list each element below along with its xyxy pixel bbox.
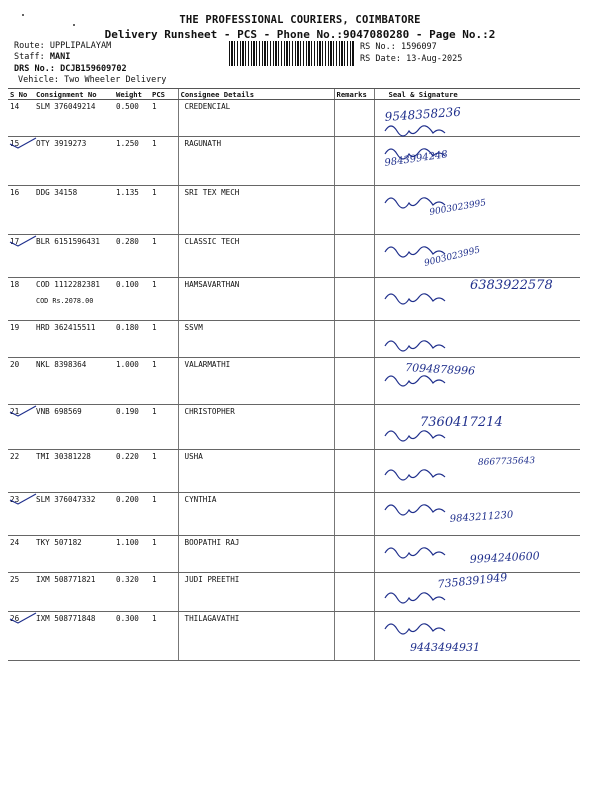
table-row (8, 493, 580, 536)
handwritten-phone: 7358391949 (436, 570, 508, 591)
table-row (8, 186, 580, 235)
sno-cell: 26 (8, 612, 34, 661)
signature-cell (374, 536, 580, 573)
vehicle-value: Two Wheeler Delivery (64, 75, 167, 85)
consignment-number: BLR 6151596431 (36, 237, 101, 246)
consignment-number: VNB 698569 (36, 407, 82, 416)
signature-cell (374, 405, 580, 450)
consignment-cell (34, 278, 114, 321)
pcs-cell: 1 (150, 493, 178, 536)
consignee-cell: CHRISTOPHER (178, 405, 334, 450)
remarks-cell (334, 405, 374, 450)
table-row (8, 278, 580, 321)
consignment-cell (34, 235, 114, 278)
company-title: THE PROFESSIONAL COURIERS, COIMBATORE (179, 14, 421, 26)
signature-cell (374, 358, 580, 405)
pcs-cell: 1 (150, 358, 178, 405)
handwritten-phone: 9003023995 (428, 198, 487, 218)
scan-speck (22, 14, 24, 16)
staff-line (14, 52, 70, 63)
rs-date-label: RS Date: (360, 54, 401, 64)
remarks-cell (334, 100, 374, 137)
col-header-consignment: Consignment No (34, 89, 114, 100)
consignment-number: TMI 30381228 (36, 452, 91, 461)
consignment-number: DDG 34158 (36, 188, 78, 197)
cod-amount: COD Rs.2078.00 (36, 297, 94, 305)
signature-cell (374, 450, 580, 493)
sno-cell: 15 (8, 137, 34, 186)
handwritten-phone: 7360417214 (420, 415, 503, 430)
signature-cell (374, 186, 580, 235)
sno-cell: 18 (8, 278, 34, 321)
remarks-cell (334, 536, 374, 573)
consignment-cell (34, 573, 114, 612)
sno-cell: 19 (8, 321, 34, 358)
weight-cell: 0.500 (114, 100, 150, 137)
consignee-cell: RAGUNATH (178, 137, 334, 186)
consignment-number: OTY 3919273 (36, 139, 87, 148)
table-row (8, 358, 580, 405)
pcs-cell: 1 (150, 137, 178, 186)
consignee-cell: USHA (178, 450, 334, 493)
pcs-cell: 1 (150, 573, 178, 612)
pcs-cell: 1 (150, 450, 178, 493)
consignee-cell: BOOPATHI RAJ (178, 536, 334, 573)
consignee-cell: HAMSAVARTHAN (178, 278, 334, 321)
pcs-cell: 1 (150, 612, 178, 661)
sno-cell: 16 (8, 186, 34, 235)
signature-cell (374, 137, 580, 186)
signature-cell (374, 493, 580, 536)
runsheet-subtitle: Delivery Runsheet - PCS - Phone No.:9047080280 - Page No.:2 (104, 28, 496, 41)
consignment-cell (34, 536, 114, 573)
consignment-number: IXM 508771848 (36, 614, 96, 623)
route-label: Route: (14, 41, 45, 51)
sno-cell: 23 (8, 493, 34, 536)
sno-cell: 14 (8, 100, 34, 137)
consignee-cell: VALARMATHI (178, 358, 334, 405)
weight-cell: 1.250 (114, 137, 150, 186)
table-row (8, 100, 580, 137)
consignee-cell: CLASSIC TECH (178, 235, 334, 278)
signature-cell (374, 321, 580, 358)
remarks-cell (334, 493, 374, 536)
handwritten-phone: 9994240600 (469, 549, 541, 566)
sno-cell: 20 (8, 358, 34, 405)
col-header-weight: Weight (114, 89, 150, 100)
consignment-cell (34, 358, 114, 405)
consignment-cell (34, 612, 114, 661)
handwritten-phone: 6383922578 (470, 278, 553, 293)
remarks-cell (334, 321, 374, 358)
handwritten-phone: 9548358236 (384, 104, 462, 124)
table-row (8, 137, 580, 186)
sno-cell: 22 (8, 450, 34, 493)
remarks-cell (334, 358, 374, 405)
sno-cell: 17 (8, 235, 34, 278)
table-row (8, 573, 580, 612)
remarks-cell (334, 186, 374, 235)
vehicle-line (18, 75, 166, 86)
consignment-number: NKL 8398364 (36, 360, 87, 369)
consignee-cell: JUDI PREETHI (178, 573, 334, 612)
consignment-number: IXM 508771821 (36, 575, 96, 584)
handwritten-phone: 9843211230 (449, 509, 514, 525)
remarks-cell (334, 573, 374, 612)
staff-value: MANI (49, 52, 71, 62)
consignment-cell (34, 137, 114, 186)
table-row (8, 235, 580, 278)
remarks-cell (334, 137, 374, 186)
col-header-signature: Seal & Signature (374, 89, 580, 100)
runsheet-table (8, 88, 580, 661)
route-line (14, 41, 111, 52)
remarks-cell (334, 612, 374, 661)
weight-cell: 0.180 (114, 321, 150, 358)
handwritten-phone: 9843994248 (383, 149, 449, 169)
sno-cell: 21 (8, 405, 34, 450)
pcs-cell: 1 (150, 536, 178, 573)
table-row (8, 450, 580, 493)
signature-cell (374, 570, 580, 612)
remarks-cell (334, 278, 374, 321)
consignment-cell (34, 493, 114, 536)
weight-cell: 0.200 (114, 493, 150, 536)
consignee-cell: CYNTHIA (178, 493, 334, 536)
signature-cell (374, 235, 580, 278)
handwritten-phone: 9443494931 (410, 641, 480, 654)
weight-cell: 1.135 (114, 186, 150, 235)
handwritten-phone: 9003023995 (423, 245, 482, 269)
weight-cell: 0.320 (114, 573, 150, 612)
table-row (8, 612, 580, 661)
weight-cell: 1.000 (114, 358, 150, 405)
weight-cell: 0.280 (114, 235, 150, 278)
pcs-cell: 1 (150, 321, 178, 358)
table-row (8, 536, 580, 573)
consignment-cell (34, 405, 114, 450)
remarks-cell (334, 235, 374, 278)
consignee-cell: SRI TEX MECH (178, 186, 334, 235)
table-row (8, 405, 580, 450)
staff-label: Staff: (14, 52, 45, 62)
rs-no-value: 1596097 (400, 42, 437, 52)
rs-date-line (360, 54, 462, 65)
handwritten-phone: 8667735643 (477, 456, 536, 468)
signature-cell (374, 100, 580, 137)
consignment-number: SLM 376047332 (36, 495, 96, 504)
consignment-number: COD 1112282381 (36, 280, 101, 289)
consignment-cell (34, 321, 114, 358)
barcode-icon (229, 41, 355, 66)
col-header-sno: S No (8, 89, 34, 100)
consignment-cell (34, 100, 114, 137)
pcs-cell: 1 (150, 186, 178, 235)
signature-cell (374, 278, 580, 321)
sno-cell: 25 (8, 573, 34, 612)
vehicle-label: Vehicle: (18, 75, 59, 85)
weight-cell: 1.100 (114, 536, 150, 573)
remarks-cell (334, 450, 374, 493)
scan-speck (73, 24, 75, 26)
col-header-pcs: PCS (150, 89, 178, 100)
drs-line (14, 64, 127, 75)
drs-value: DCJB159609702 (60, 64, 127, 74)
table-row (8, 321, 580, 358)
consignment-cell (34, 450, 114, 493)
rs-no-line (360, 42, 437, 53)
rs-no-label: RS No.: (360, 42, 396, 52)
weight-cell: 0.300 (114, 612, 150, 661)
consignee-cell: CREDENCIAL (178, 100, 334, 137)
consignment-cell (34, 186, 114, 235)
consignment-number: SLM 376049214 (36, 102, 96, 111)
signature-cell (374, 612, 580, 661)
rs-date-value: 13-Aug-2025 (406, 54, 463, 64)
col-header-remarks: Remarks (334, 89, 374, 100)
pcs-cell: 1 (150, 278, 178, 321)
consignee-cell: THILAGAVATHI (178, 612, 334, 661)
weight-cell: 0.100 (114, 278, 150, 321)
weight-cell: 0.190 (114, 405, 150, 450)
col-header-consignee: Consignee Details (178, 89, 334, 100)
pcs-cell: 1 (150, 100, 178, 137)
consignment-number: HRD 362415511 (36, 323, 96, 332)
pcs-cell: 1 (150, 235, 178, 278)
pcs-cell: 1 (150, 405, 178, 450)
consignee-cell: SSVM (178, 321, 334, 358)
weight-cell: 0.220 (114, 450, 150, 493)
sno-cell: 24 (8, 536, 34, 573)
consignment-number: TKY 507182 (36, 538, 82, 547)
drs-label: DRS No.: (14, 64, 55, 74)
table-header-row (8, 89, 580, 100)
handwritten-phone: 7094878996 (404, 361, 476, 378)
route-value: UPPLIPALAYAM (49, 41, 112, 51)
